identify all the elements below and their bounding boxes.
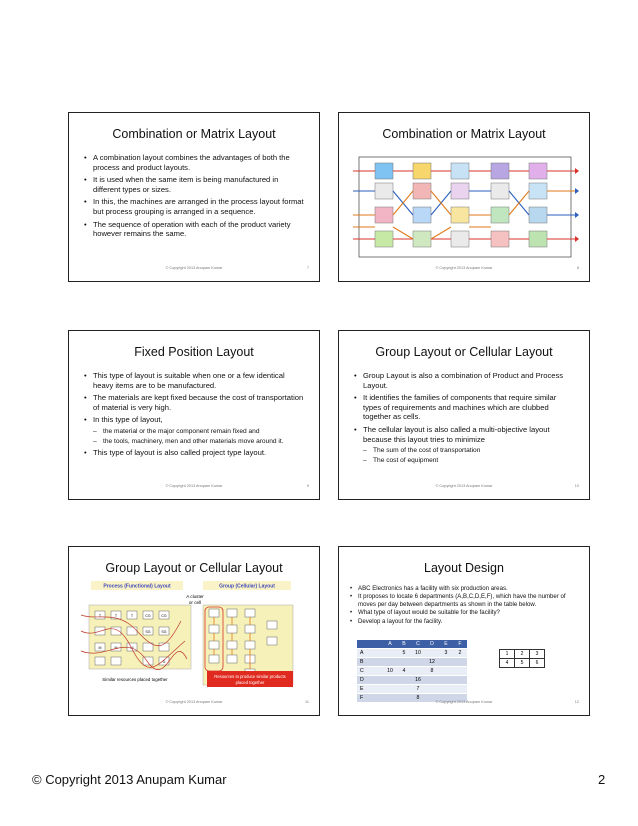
resources-label-2: placed together: [235, 680, 265, 685]
column-header: D: [425, 640, 439, 648]
table-cell: [453, 657, 467, 666]
row-label: B: [357, 657, 383, 666]
slide-body: [83, 153, 305, 242]
slide-copyright: © Copyright 2013 Anupam Kumar: [435, 700, 493, 704]
group-layout-label: Group (Cellular) Layout: [219, 583, 275, 590]
slide-body: [349, 585, 579, 626]
slide-title: Layout Design: [424, 561, 504, 575]
table-cell: [383, 657, 397, 666]
machine-code: M: [114, 646, 118, 650]
grid-cell: 6: [530, 659, 545, 668]
table-cell: 4: [397, 666, 411, 675]
column-header: A: [383, 640, 397, 648]
facility-area-grid: [499, 649, 545, 668]
row-label: F: [357, 693, 383, 702]
table-row: [357, 666, 467, 675]
machine-code: T: [114, 614, 118, 618]
row-label: C: [357, 666, 383, 675]
table-cell: [411, 666, 425, 675]
table-row: [357, 648, 467, 657]
table-cell: [383, 648, 397, 657]
table-row: [357, 684, 467, 693]
machine-code: CG: [161, 614, 167, 618]
bullet: • In this type of layout,: [83, 415, 305, 425]
table-cell: [425, 675, 439, 684]
slide-fixed-position-layout: [68, 330, 320, 500]
sub-bullet: – The cost of equipment: [353, 457, 575, 465]
bullet: • ABC Electronics has a facility with six production areas.: [349, 585, 579, 592]
bullet: • It is used when the same item is being manufactured in different types or sizes.: [83, 175, 305, 194]
table-cell: 3: [439, 648, 453, 657]
slide-copyright: © Copyright 2013 Anupam Kumar: [165, 484, 223, 488]
table-cell: [425, 684, 439, 693]
sub-bullet: – The sum of the cost of transportation: [353, 447, 575, 455]
slide-body: [83, 371, 305, 460]
row-label: D: [357, 675, 383, 684]
table-cell: 12: [425, 657, 439, 666]
grid-row: [500, 659, 545, 668]
table-row: [357, 657, 467, 666]
slide-number: 7: [306, 266, 309, 270]
sub-bullet: – the tools, machinery, men and other materials move around it.: [83, 438, 305, 446]
table-cell: [411, 657, 425, 666]
table-cell: [383, 675, 397, 684]
slide-number: 9: [306, 484, 309, 488]
slide-number: 10: [574, 484, 579, 488]
cluster-label-2: or cell: [188, 600, 202, 605]
slide-footer: [69, 265, 319, 273]
table-cell: [453, 666, 467, 675]
bullet: • A combination layout combines the advantages of both the process and product layouts.: [83, 153, 305, 172]
grid-row: [500, 650, 545, 659]
slide-title: Combination or Matrix Layout: [382, 127, 546, 141]
machine-code: M: [98, 646, 102, 650]
table-cell: [453, 684, 467, 693]
grid-cell: 1: [500, 650, 515, 659]
table-row: [357, 675, 467, 684]
column-header: C: [411, 640, 425, 648]
bullet: • It identifies the families of components that require similar types of requirements and machines which are clubbed together as cells.: [353, 393, 575, 422]
table-cell: 10: [411, 648, 425, 657]
slide-footer: [339, 265, 589, 273]
slide-footer: [339, 699, 589, 707]
row-label: A: [357, 648, 383, 657]
table-cell: 8: [425, 666, 439, 675]
row-label: E: [357, 684, 383, 693]
slide-group-cellular-layout-diagram: [68, 546, 320, 716]
table-cell: 5: [397, 648, 411, 657]
table-header-row: [357, 640, 467, 648]
grid-cell: 5: [515, 659, 530, 668]
table-cell: [439, 657, 453, 666]
slide-number: 11: [305, 700, 309, 704]
machine-code: G: [162, 660, 166, 664]
slide-copyright: © Copyright 2013 Anupam Kumar: [165, 700, 223, 704]
machine-code: CG: [145, 614, 151, 618]
slide-copyright: © Copyright 2013 Anupam Kumar: [435, 484, 493, 488]
slide-body: [353, 371, 575, 467]
machine-code: M: [130, 646, 134, 650]
slide-number: 8: [576, 266, 579, 270]
process-layout-label: Process (Functional) Layout: [103, 583, 171, 590]
bullet: • The materials are kept fixed because the cost of transportation of material is very high.: [83, 393, 305, 412]
bullet: • In this, the machines are arranged in the process layout format but process grouping is arranged in a sequence.: [83, 197, 305, 216]
slide-footer: [69, 699, 319, 707]
table-cell: 10: [383, 666, 397, 675]
machine-code: T: [98, 614, 102, 618]
bullet: • This type of layout is suitable when one or a few identical heavy items are to be manufactured.: [83, 371, 305, 390]
table-cell: 7: [411, 684, 425, 693]
slide-title: Fixed Position Layout: [134, 345, 254, 359]
slide-group-cellular-layout-text: [338, 330, 590, 500]
bullet: • The cellular layout is also called a multi-objective layout because this layout tries to minimize: [353, 425, 575, 444]
slide-copyright: © Copyright 2013 Anupam Kumar: [435, 266, 493, 270]
machine-code: SG: [145, 630, 151, 634]
slide-title: Group Layout or Cellular Layout: [375, 345, 553, 359]
table-cell: [439, 666, 453, 675]
slide-title: Combination or Matrix Layout: [112, 127, 276, 141]
table-cell: [397, 684, 411, 693]
machine-code: T: [130, 614, 134, 618]
slide-footer: [69, 483, 319, 491]
bullet: • This type of layout is also called project type layout.: [83, 448, 305, 458]
grid-cell: 3: [530, 650, 545, 659]
grid-cell: 4: [500, 659, 515, 668]
bullet: • Group Layout is also a combination of Product and Process Layout.: [353, 371, 575, 390]
table-cell: 16: [411, 675, 425, 684]
matrix-layout-diagram: [351, 151, 579, 265]
bullet: • The sequence of operation with each of the product variety however remains the same.: [83, 220, 305, 239]
column-header: F: [453, 640, 467, 648]
page-copyright: © Copyright 2013 Anupam Kumar: [32, 772, 227, 787]
slide-footer: [339, 483, 589, 491]
similar-resources-label: Similar resources placed together: [102, 677, 168, 682]
slide-combination-matrix-text: [68, 112, 320, 282]
table-cell: [439, 675, 453, 684]
slide-layout-design: [338, 546, 590, 716]
table-cell: 2: [453, 648, 467, 657]
table-cell: [397, 675, 411, 684]
table-cell: [425, 648, 439, 657]
slide-title: Group Layout or Cellular Layout: [105, 561, 283, 575]
column-header: E: [439, 640, 453, 648]
table-cell: [397, 657, 411, 666]
column-header: B: [397, 640, 411, 648]
resources-label-1: Resources to produce similar products: [214, 674, 286, 679]
table-cell: [453, 675, 467, 684]
bullet: • What type of layout would be suitable for the facility?: [349, 609, 579, 616]
cluster-label-1: A cluster: [186, 594, 204, 599]
moves-per-day-table: [357, 640, 467, 702]
slide-number: 12: [574, 700, 579, 704]
table-cell: [439, 684, 453, 693]
machine-code: SG: [161, 630, 167, 634]
arrow-heads: [575, 168, 579, 242]
table-corner: [357, 640, 383, 648]
table-cell: 8: [411, 693, 425, 702]
slide-combination-matrix-diagram: [338, 112, 590, 282]
page-number: 2: [598, 772, 606, 787]
grid-cell: 2: [515, 650, 530, 659]
sub-bullet: – the material or the major component remain fixed and: [83, 428, 305, 436]
table-cell: [383, 684, 397, 693]
process-vs-cellular-diagram: [77, 581, 313, 699]
bullet: • Develop a layout for the facility.: [349, 618, 579, 625]
bullet: • It proposes to locate 6 departments (A,B,C,D,E,F), which have the number of moves per day between departments as shown in the table below.: [349, 593, 579, 608]
slide-copyright: © Copyright 2013 Anupam Kumar: [165, 266, 223, 270]
